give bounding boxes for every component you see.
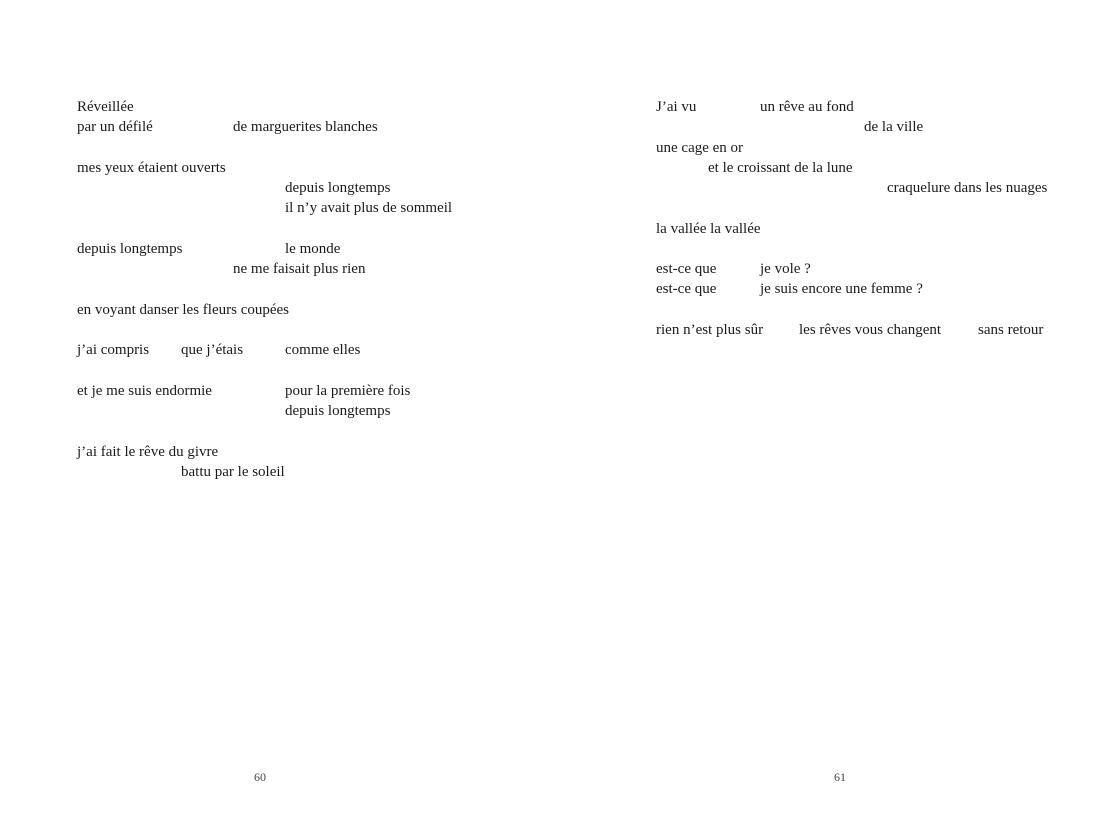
poem-line-segment: la vallée la vallée bbox=[656, 221, 761, 237]
poem-line-segment: est-ce que bbox=[656, 261, 717, 277]
poem-line-segment: je vole ? bbox=[760, 261, 811, 277]
poem-line-segment: pour la première fois bbox=[285, 383, 411, 399]
page-number: 60 bbox=[254, 770, 266, 784]
poem-line-segment: une cage en or bbox=[656, 140, 744, 156]
poem-line-segment: depuis longtemps bbox=[77, 241, 183, 257]
poem-line-segment: j’ai fait le rêve du givre bbox=[77, 444, 219, 460]
poem-line-segment: de marguerites blanches bbox=[233, 119, 378, 135]
poem-line-segment: J’ai vu bbox=[656, 99, 697, 115]
poem-line-segment: de la ville bbox=[864, 119, 924, 135]
poem-line-segment: depuis longtemps bbox=[285, 403, 391, 419]
poem-line-segment: que j’étais bbox=[181, 342, 244, 358]
poem-line-segment: comme elles bbox=[285, 342, 361, 358]
poem-line-segment: sans retour bbox=[978, 322, 1044, 338]
poem-line-segment: est-ce que bbox=[656, 281, 717, 297]
poem-line-segment: depuis longtemps bbox=[285, 180, 391, 196]
poem-line-segment: et le croissant de la lune bbox=[708, 160, 853, 176]
right-page bbox=[550, 0, 1100, 833]
poem-line-segment: et je me suis endormie bbox=[77, 383, 212, 399]
poem-line-segment: Réveillée bbox=[77, 99, 134, 115]
poem-line-segment: rien n’est plus sûr bbox=[656, 322, 764, 338]
poem-line-segment: il n’y avait plus de sommeil bbox=[285, 200, 453, 216]
poem-line-segment: ne me faisait plus rien bbox=[233, 261, 366, 277]
poem-line-segment: un rêve au fond bbox=[760, 99, 854, 115]
poem-line-segment: j’ai compris bbox=[77, 342, 150, 358]
poem-line-segment: mes yeux étaient ouverts bbox=[77, 160, 226, 176]
poem-line-segment: je suis encore une femme ? bbox=[760, 281, 923, 297]
poem-line-segment: par un défilé bbox=[77, 119, 153, 135]
poem-line-segment: les rêves vous changent bbox=[799, 322, 942, 338]
poem-line-segment: en voyant danser les fleurs coupées bbox=[77, 302, 290, 318]
page-number: 61 bbox=[834, 770, 846, 784]
poem-line-segment: battu par le soleil bbox=[181, 464, 285, 480]
poem-line-segment: craquelure dans les nuages bbox=[887, 180, 1048, 196]
poem-line-segment: le monde bbox=[285, 241, 341, 257]
